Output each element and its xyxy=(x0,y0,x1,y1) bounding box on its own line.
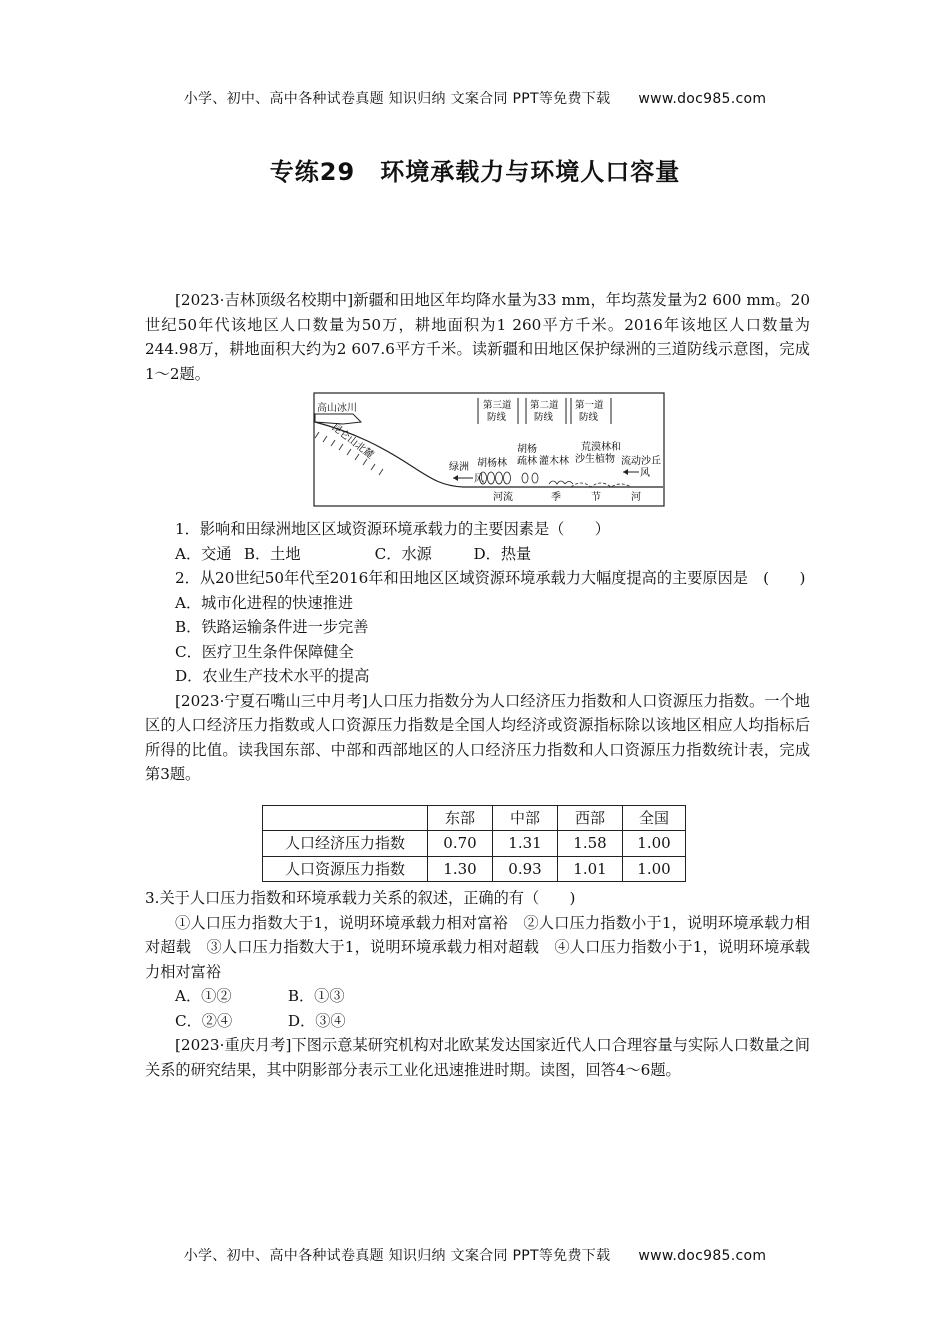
defense-line-2 xyxy=(526,398,566,424)
q1-option-b[interactable]: B．土地 xyxy=(243,544,301,563)
dune-shape xyxy=(571,483,631,487)
svg-text:风: 风 xyxy=(474,474,484,485)
wind-arrow-left xyxy=(453,473,484,485)
intro-paragraph-2: [2023·宁夏石嘴山三中月考]人口压力指数分为人口经济压力指数和人口资源压力指数。一个地区的人口经济压力指数或人口资源压力指数是全国人均经济或资源指标除以该地区相应人均指标后所得的比值。读我国东部、中部和西部地区的人口经济压力指数和人口资源压力指数统计表，完成第3题。 xyxy=(145,691,810,783)
svg-text:防线: 防线 xyxy=(579,412,599,423)
defense-line-3 xyxy=(478,398,518,424)
sparse-label-2: 疏林 xyxy=(517,456,537,467)
svg-text:第一道: 第一道 xyxy=(575,400,604,411)
slope-label: 昆仑山北麓 xyxy=(329,421,376,462)
oasis-label: 绿洲 xyxy=(449,462,469,473)
svg-text:风: 风 xyxy=(640,468,650,479)
table-cell: 人口经济压力指数 xyxy=(263,831,428,857)
desert-label-1: 荒漠林和 xyxy=(581,442,621,453)
page-title: 专练29 环境承载力与环境人口容量 xyxy=(269,158,681,186)
document-body xyxy=(145,288,810,1082)
desert-label-2: 沙生植物 xyxy=(575,454,615,465)
pressure-index-table xyxy=(262,805,686,883)
dune-label: 流动沙丘 xyxy=(621,456,661,467)
defense-line-1 xyxy=(571,398,611,424)
q1-option-a[interactable]: A．交通 xyxy=(175,544,232,563)
seasonal-char-1: 季 xyxy=(551,492,561,503)
question-3-options-row-1 xyxy=(145,984,810,1009)
page-footer xyxy=(0,1245,950,1265)
table-cell: 1.30 xyxy=(428,856,493,882)
svg-text:第二道: 第二道 xyxy=(530,400,559,411)
table-cell: 1.00 xyxy=(623,831,686,857)
table-cell: 0.70 xyxy=(428,831,493,857)
table-cell: 0.93 xyxy=(493,856,558,882)
q2-option-b[interactable]: B．铁路运输条件进一步完善 xyxy=(175,618,369,636)
table-header-cell: 全国 xyxy=(623,805,686,831)
oasis-defense-diagram xyxy=(313,392,665,507)
seasonal-char-2: 节 xyxy=(591,492,601,503)
sparse-label-1: 胡杨 xyxy=(517,444,537,455)
header-text: 小学、初中、高中各种试卷真题 知识归纳 文案合同 PPT等免费下载 xyxy=(183,91,611,107)
table-header-cell: 中部 xyxy=(493,805,558,831)
q2-option-a[interactable]: A．城市化进程的快速推进 xyxy=(175,593,354,612)
table-header-cell: 西部 xyxy=(558,805,623,831)
page-header xyxy=(0,88,950,108)
q3-option-c[interactable]: C．②④ xyxy=(175,1011,233,1030)
table-row xyxy=(263,856,686,882)
question-3-statements: ①人口压力指数大于1，说明环境承载力相对富裕 ②人口压力指数小于1，说明环境承载力相对超载 ③人口压力指数大于1，说明环境承载力相对超载 ④人口压力指数小于1，说明环境承载力相对富裕 xyxy=(145,913,810,981)
q3-option-a[interactable]: A．①② xyxy=(175,987,232,1005)
table-header-row xyxy=(263,805,686,831)
q1-option-c[interactable]: C．水源 xyxy=(374,544,432,563)
question-1-options xyxy=(145,542,810,567)
q1-option-d[interactable]: D．热量 xyxy=(473,544,532,563)
table-cell: 1.58 xyxy=(558,831,623,857)
svg-text:防线: 防线 xyxy=(534,412,554,423)
footer-site[interactable]: www.doc985.com xyxy=(638,1248,767,1264)
tree-icons xyxy=(480,472,574,484)
wind-arrow-right xyxy=(623,467,650,479)
table-row xyxy=(263,831,686,857)
table-cell: 1.31 xyxy=(493,831,558,857)
shrub-label: 灌木林 xyxy=(539,456,569,467)
intro-paragraph-1: [2023·吉林顶级名校期中]新疆和田地区年均降水量为33 mm，年均蒸发量为2 600 mm。20世纪50年代该地区人口数量为50万，耕地面积为1 260平方千米。2016年该地区人口数量为244.98万，耕地面积大约为2 607.6平方千米。读新疆和田地区保护绿洲的三道防线示意图，完成1～2题。 xyxy=(145,291,810,383)
river-label: 河流 xyxy=(493,492,513,503)
question-1-stem: 1．影响和田绿洲地区区域资源环境承载力的主要因素是（ ） xyxy=(175,520,610,538)
seasonal-char-3: 河 xyxy=(631,492,641,503)
q3-option-d[interactable]: D．③④ xyxy=(287,1011,346,1030)
svg-text:防线: 防线 xyxy=(487,412,507,423)
table-cell: 1.00 xyxy=(623,856,686,882)
q2-option-d[interactable]: D．农业生产技术水平的提高 xyxy=(175,667,370,685)
table-cell: 人口资源压力指数 xyxy=(263,856,428,882)
header-site[interactable]: www.doc985.com xyxy=(638,91,767,107)
question-3-stem: 3.关于人口压力指数和环境承载力关系的叙述，正确的有（ ) xyxy=(145,889,576,907)
glacier-label: 高山冰川 xyxy=(317,403,357,414)
table-cell: 1.01 xyxy=(558,856,623,882)
svg-text:第三道: 第三道 xyxy=(483,400,512,411)
q3-option-b[interactable]: B．①③ xyxy=(287,987,345,1005)
footer-text: 小学、初中、高中各种试卷真题 知识归纳 文案合同 PPT等免费下载 xyxy=(183,1248,611,1264)
q2-option-c[interactable]: C．医疗卫生条件保障健全 xyxy=(175,642,354,661)
table-header-cell xyxy=(263,805,428,831)
huyang-label: 胡杨林 xyxy=(477,458,507,469)
question-3-options-row-2 xyxy=(145,1009,810,1034)
intro-paragraph-3: [2023·重庆月考]下图示意某研究机构对北欧某发达国家近代人口合理容量与实际人口数量之间关系的研究结果，其中阴影部分表示工业化迅速推进时期。读图，回答4～6题。 xyxy=(145,1036,810,1079)
question-2-stem: 2．从20世纪50年代至2016年和田地区区域资源环境承载力大幅度提高的主要原因是 ( ) xyxy=(175,569,806,587)
table-header-cell: 东部 xyxy=(428,805,493,831)
